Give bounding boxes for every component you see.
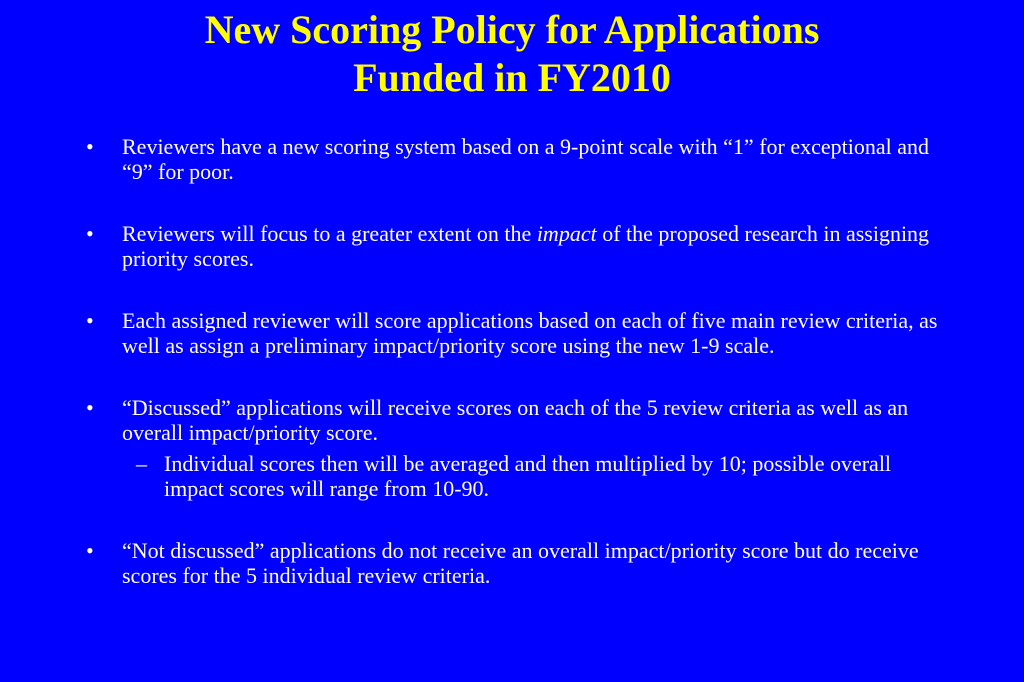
bullet-item [86,134,956,184]
bullet-text [122,221,929,271]
bullet-item [86,308,956,358]
bullet-marker: • [86,221,94,246]
bullet-item [86,538,956,588]
bullet-text-before: Reviewers will focus to a greater extent on the [122,221,537,246]
sub-bullet-marker: – [136,451,147,476]
bullet-item [86,395,956,501]
bullet-text: Reviewers have a new scoring system based on a 9-point scale with “1” for exceptional and “9” for poor. [122,134,930,184]
bullet-marker: • [86,134,94,159]
bullet-marker: • [86,538,94,563]
bullet-marker: • [86,308,94,333]
bullet-text-after: of the proposed research in assigning priority scores. [122,221,930,271]
sub-bullet-item [122,451,956,501]
sub-bullet-text: Individual scores then will be averaged and then multiplied by 10; possible overall impact scores will range from 10-90. [164,451,892,501]
slide-title-line-2: Funded in FY2010 [353,55,671,100]
bullet-text-emphasis: impact [536,221,597,246]
bullet-item [86,221,956,271]
bullet-text: Each assigned reviewer will score applications based on each of five main review criteria, as well as assign a preliminary impact/priority score using the new 1-9 scale. [122,308,938,358]
bullet-list [86,134,956,625]
slide-title [0,6,1024,102]
slide-title-line-1: New Scoring Policy for Applications [204,7,820,52]
bullet-marker: • [86,395,94,420]
bullet-text: “Discussed” applications will receive scores on each of the 5 review criteria as well as an overall impact/priority score. [122,395,909,445]
bullet-text: “Not discussed” applications do not receive an overall impact/priority score but do receive scores for the 5 individual review criteria. [122,538,919,588]
